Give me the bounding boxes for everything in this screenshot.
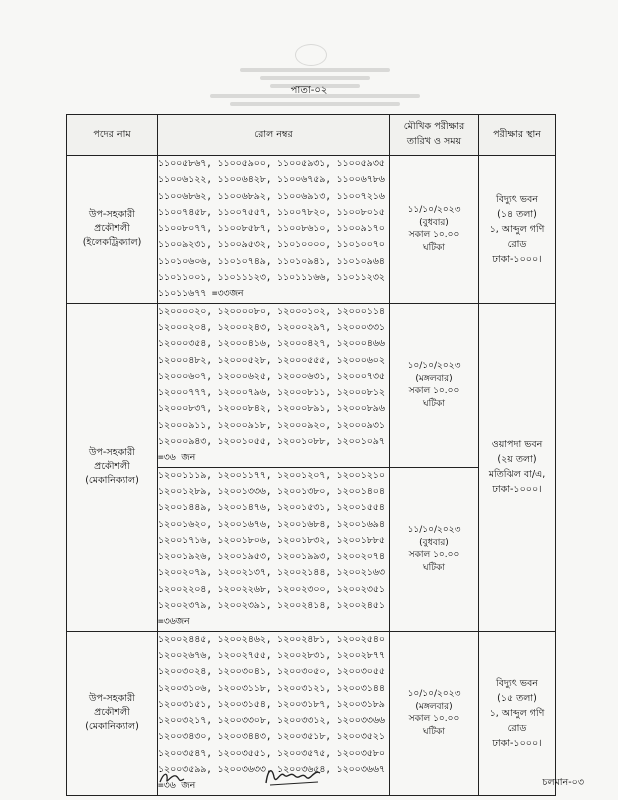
header-exam-venue: পরীক্ষার স্থান [479,115,556,156]
venue-line: ১, আব্দুল গণি [489,223,545,235]
exam-venue-cell [479,631,556,795]
venue-line: রোড [507,722,527,734]
roll-numbers-cell [158,303,390,467]
roll-line: ১১০০৬৮৬২, ১১০০৬৮৯২, ১১০০৬৯১৩, ১১০০৭২১৬ [158,190,385,202]
header-post-name: পদের নাম [67,115,158,156]
roll-line: ১২০০০৮৩৭, ১২০০০৮৪২, ১২০০০৮৯১, ১২০০০৮৯৬ [158,403,385,415]
roll-line: ১২০০০৩৫৪, ১২০০০৪১৬, ১২০০০৪২৭, ১২০০০৪৬৬ [158,338,385,350]
roll-line: ১২০০০৭৭৭, ১২০০০৭৯৬, ১২০০০৮১১, ১২০০০৮১২ [158,387,385,399]
post-name-cell [67,303,158,631]
continued-label: চলমান-০৩ [542,777,584,788]
roll-line: ১১০০৯২৩১, ১১০০৯৫৩২, ১১০১০০০০, ১১০১০০৭০ [158,239,385,251]
venue-line: বিদ্যুৎ ভবন [496,193,538,205]
government-seal-icon [295,44,327,66]
venue-line: ঢাকা-১০০০। [492,484,542,496]
viva-date-cell [390,467,479,631]
page-number-label: পাতা-০২ [290,85,328,96]
roll-line: ১২০০০০২০, ১২০০০০৮০, ১২০০০১০২, ১২০০০১১৪ [158,305,385,317]
roll-line: ১২০০২২০৪, ১২০০২২৬৮, ১২০০২৩০০, ১২০০২৩৫১ [158,583,385,595]
date-line: ঘটিকা [423,726,445,737]
date-line: সকাল ১০.০০ [408,550,460,561]
roll-line: ১২০০৩১০৬, ১২০০৩১১৮, ১২০০৩১২১, ১২০০৩১৪৪ [158,682,385,694]
date-line: (মঙ্গলবার) [415,701,453,712]
date-line: ঘটিকা [423,242,445,253]
date-line: সকাল ১০.০০ [408,386,460,397]
roll-line: ১১০০৬১২২, ১১০০৬৪২৮, ১১০০৬৭৫৯, ১১০০৬৭৮৬ [158,174,385,186]
date-line: ১০/১০/২০২৩ [407,689,461,700]
roll-line: ১২০০১৯২৬, ১২০০১৯৫৩, ১২০০১৯৯৩, ১২০০২০৭৪ [158,551,385,563]
venue-line: ওয়াপদা ভবন [491,439,543,451]
roll-line: ১২০০২৬৭৬, ১২০০২৭৫৫, ১২০০২৮৩১, ১২০০২৮৭৭ [158,649,385,661]
post-line: প্রকৌশলী [94,223,130,235]
roll-line: ১১০০৫৮৬৭, ১১০০৫৯০০, ১১০০৫৯৩১, ১১০০৫৯৩৫ [158,158,385,169]
roll-line: ১২০০০৪৮২, ১২০০০৫২৮, ১২০০০৫৫৫, ১২০০০৬০২ [158,354,385,366]
post-line: উপ-সহকারী [89,693,135,705]
table-header-row [67,115,556,156]
post-line: উপ-সহকারী [89,447,135,459]
roll-line: ১২০০২৩৭৯, ১২০০২৩৯১, ১২০০২৪১৪, ১২০০২৪৫১ [158,600,385,612]
roll-line: =৩৬ জন [158,452,196,464]
header-viva-line-1: মৌখিক পরীক্ষার [403,121,465,132]
post-line: উপ-সহকারী [89,209,135,221]
roll-line: ১২০০১২৮৯, ১২০০১৩৩৬, ১২০০১৩৮০, ১২০০১৪০৪ [158,485,385,497]
venue-line: (১৪ তলা) [497,208,537,220]
roll-line: ১২০০১৪৪৯, ১২০০১৪৭৬, ১২০০১৫৩১, ১২০০১৫৫৪ [158,502,385,514]
roll-line: ১২০০০৯৪৩, ১২০০১০৫৫, ১২০০১০৮৮, ১২০০১০৯৭ [158,436,385,448]
letterhead-watermark [170,44,460,114]
roll-line: =৩৬জন [158,616,190,628]
roll-line: ১২০০১৬২০, ১২০০১৬৭৬, ১২০০১৬৮৪, ১২০০১৬৯৪ [158,518,385,530]
venue-line: ঢাকা-১০০০। [492,253,542,265]
venue-line: বিদ্যুৎ ভবন [496,677,538,689]
venue-line: ১, আব্দুল গণি [489,707,545,719]
viva-date-cell [390,156,479,304]
venue-line: (২য় তলা) [497,454,537,466]
post-name-cell [67,631,158,795]
post-line: প্রকৌশলী [94,707,130,719]
roll-line: ১২০০২০৭৯, ১২০০২১৩৭, ১২০০২১৪৪, ১২০০২১৬৩ [158,567,385,579]
post-line: (ইলেকট্রিক্যাল) [82,237,142,249]
post-line: (মেকানিক্যাল) [85,721,139,733]
roll-line: ১১০১১৬৭৭ =৩৩জন [158,288,244,300]
date-line: ঘটিকা [423,562,445,573]
post-name-cell [67,156,158,304]
date-line: (বুধবার) [419,537,449,548]
roll-line: ১২০০৩৪৩০, ১২০০৩৪৪৩, ১২০০৩৫১৮, ১২০০৩৫২১ [158,731,385,743]
roll-line: ১২০০০৬০৭, ১২০০০৬২৫, ১২০০০৬৩১, ১২০০০৭৩৫ [158,370,385,382]
roll-line: ১১০০৭৪৫৮, ১১০০৭৫৫৭, ১১০০৭৮২০, ১১০০৮০১৫ [158,206,385,218]
roll-line: ১২০০৩৫৯৯, ১২০০৩৬৩৩, ১২০০৩৬৫৪, ১২০০৩৬৬৭ [158,763,385,775]
date-line: ১১/১০/২০২৩ [407,205,461,216]
roll-line: ১২০০৩০২৪, ১২০০৩০৪১, ১২০০৩০৫০, ১২০০৩০৫৫ [158,666,385,678]
roll-line: ১১০১০৬০৬, ১১০১০৭৪৯, ১১০১০৯৪১, ১১০১০৯৬৪ [158,255,385,267]
venue-line: মতিঝিল বা/এ, [488,469,546,481]
viva-date-cell [390,303,479,467]
table-row [67,156,556,304]
header-viva-line-2: তারিখ ও সময় [406,136,462,147]
roll-line: ১২০০০২০৪, ১২০০০২৪৩, ১২০০০২৯৭, ১২০০০৩৩১ [158,321,385,333]
venue-line: (১৫ তলা) [497,692,537,704]
post-line: প্রকৌশলী [94,461,130,473]
date-line: (মঙ্গলবার) [415,373,453,384]
post-line: (মেকানিক্যাল) [85,475,139,487]
roll-numbers-cell [158,156,390,304]
roll-line: ১১০০৮০৭৭, ১১০০৮৫৮৭, ১১০০৮৬১০, ১১০০৯১৭০ [158,223,385,235]
date-line: ঘটিকা [423,398,445,409]
roll-line: ১২০০৩২১৭, ১২০০৩৩০৮, ১২০০৩৩১২, ১২০০৩৩৬৬ [158,715,385,727]
viva-date-cell [390,631,479,795]
exam-venue-cell [479,303,556,631]
roll-line: ১২০০১১১৯, ১২০০১১৭৭, ১২০০১২০৭, ১২০০১২১০ [158,469,385,481]
roll-line: ১২০০২৪৪৫, ১২০০২৪৬২, ১২০০২৪৮১, ১২০০২৫৪০ [158,633,385,645]
roll-line: ১২০০৩১৫১, ১২০০৩১৫৪, ১২০০৩১৮৭, ১২০০৩১৮৯ [158,698,385,710]
date-line: ১০/১০/২০২৩ [407,361,461,372]
date-line: (বুধবার) [419,217,449,228]
header-roll-numbers: রোল নম্বর [158,115,390,156]
roll-line: ১২০০১৭১৬, ১২০০১৮০৬, ১২০০১৮৩২, ১২০০১৮৮৫ [158,534,385,546]
venue-line: রোড [507,238,527,250]
signature-icon [262,763,324,789]
roll-line: =৩৬ জন [158,780,196,792]
venue-line: ঢাকা-১০০০। [492,737,542,749]
viva-schedule-table [66,114,556,796]
header-viva-date-time [390,115,479,156]
signature-initials-icon [158,770,186,786]
date-line: সকাল ১০.০০ [408,230,460,241]
roll-line: ১১০১১০০১, ১১০১১১২৩, ১১০১১১৬৬, ১১০১১২৩২ [158,272,385,284]
roll-line: ১২০০৩৫৪৭, ১২০০৩৫৫১, ১২০০৩৫৭৫, ১২০০৩৫৮০ [158,747,385,759]
roll-numbers-cell [158,467,390,631]
table-row [67,303,556,467]
date-line: ১১/১০/২০২৩ [407,525,461,536]
date-line: সকাল ১০.০০ [408,714,460,725]
roll-line: ১২০০০৯১১, ১২০০০৯১৮, ১২০০০৯২০, ১২০০০৯৩১ [158,419,385,431]
exam-venue-cell [479,156,556,304]
